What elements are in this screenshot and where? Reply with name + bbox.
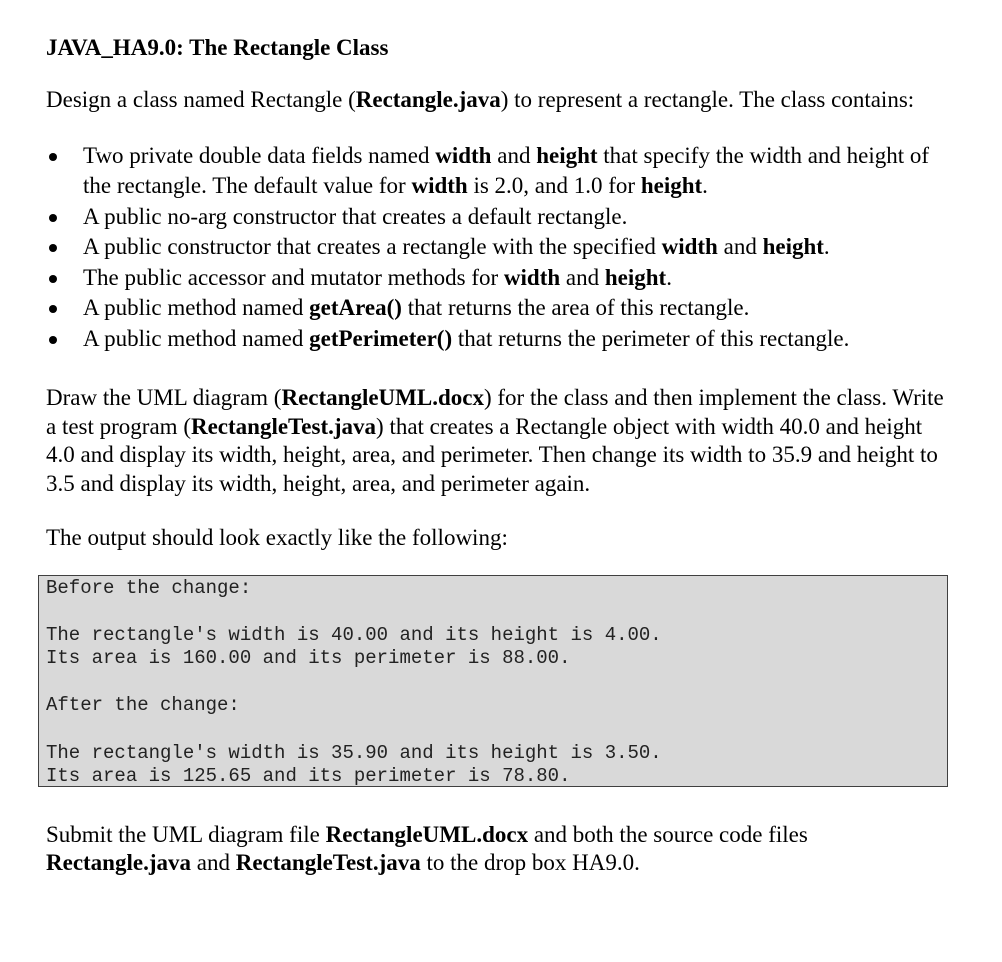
intro-filename: Rectangle.java bbox=[355, 87, 501, 112]
output-line bbox=[46, 718, 947, 742]
list-item-text: and bbox=[717, 234, 763, 259]
submission-filename: RectangleTest.java bbox=[235, 850, 421, 875]
output-line: The rectangle's width is 35.90 and its height is 3.50. bbox=[46, 741, 662, 764]
bullet-icon bbox=[49, 275, 57, 283]
list-item-text: A public method named bbox=[83, 295, 310, 320]
list-item-bold: width bbox=[411, 173, 468, 198]
list-item-text: that specify the width and height of the rectangle. The default value for bbox=[83, 142, 930, 198]
list-item bbox=[46, 141, 956, 202]
instructions-paragraph bbox=[46, 384, 956, 498]
intro-text: Design a class named Rectangle ( bbox=[46, 87, 356, 112]
bullet-icon bbox=[49, 214, 57, 222]
instructions-text: Draw the UML diagram ( bbox=[46, 385, 282, 410]
instructions-text: ) for the class and then implement the class. Write a test program ( bbox=[46, 385, 944, 439]
list-item-text: and bbox=[491, 142, 537, 168]
submission-filename: Rectangle.java bbox=[46, 850, 191, 875]
bullet-icon bbox=[49, 336, 57, 344]
instructions-text: ) that creates a Rectangle object with width 40.0 and height 4.0 and display its width, height, area, and perimeter. Then change its width to 35.9 and height to 3.5 and display its width, height, area, and perimeter again. bbox=[46, 413, 938, 496]
list-item bbox=[46, 293, 956, 324]
list-item-text: and bbox=[560, 264, 605, 290]
assignment-document bbox=[46, 30, 956, 878]
list-item-bold: width bbox=[661, 234, 718, 259]
output-line: Its area is 125.65 and its perimeter is 78.80. bbox=[46, 765, 571, 788]
bullet-icon bbox=[49, 305, 57, 313]
list-item-bold: getPerimeter() bbox=[309, 325, 453, 351]
list-item-bold: height bbox=[762, 234, 824, 259]
intro-text: ) to represent a rectangle. The class contains: bbox=[500, 87, 915, 112]
submission-text: Submit the UML diagram file bbox=[46, 821, 326, 847]
list-item-text: that returns the perimeter of this rectangle. bbox=[452, 325, 850, 351]
sample-output-box bbox=[38, 575, 948, 787]
intro-paragraph bbox=[46, 86, 956, 115]
list-item-text: A public no-arg constructor that creates a default rectangle. bbox=[83, 203, 628, 229]
list-item-bold: width bbox=[435, 142, 492, 168]
list-item bbox=[46, 232, 956, 263]
list-item-text: . bbox=[666, 264, 672, 290]
output-line: Before the change: bbox=[46, 576, 252, 599]
submission-text: and bbox=[191, 850, 236, 875]
assignment-title: JAVA_HA9.0: The Rectangle Class bbox=[46, 35, 389, 60]
list-item-bold: width bbox=[503, 264, 561, 290]
output-line: The rectangle's width is 40.00 and its height is 4.00. bbox=[46, 623, 662, 646]
list-item-bold: height bbox=[640, 173, 703, 198]
class-requirements-list bbox=[46, 141, 956, 355]
submission-text: to the drop box HA9.0. bbox=[420, 850, 640, 875]
list-item-text: is 2.0, and 1.0 for bbox=[467, 173, 641, 198]
output-line bbox=[46, 600, 947, 624]
submission-filename: RectangleUML.docx bbox=[325, 821, 529, 847]
output-line: After the change: bbox=[46, 694, 240, 717]
bullet-icon bbox=[49, 244, 57, 252]
list-item-text: . bbox=[823, 234, 830, 259]
instructions-filename: RectangleTest.java bbox=[190, 413, 377, 439]
list-item-bold: height bbox=[536, 142, 598, 168]
list-item-text: A public method named bbox=[83, 325, 310, 351]
output-line: Its area is 160.00 and its perimeter is 88.00. bbox=[46, 647, 571, 670]
list-item-bold: getArea() bbox=[309, 295, 402, 320]
output-intro: The output should look exactly like the following: bbox=[46, 525, 508, 550]
list-item-text: A public constructor that creates a rectangle with the specified bbox=[83, 234, 662, 259]
instructions-filename: RectangleUML.docx bbox=[281, 385, 484, 410]
bullet-icon bbox=[49, 153, 57, 161]
submission-text: and both the source code files bbox=[528, 821, 808, 847]
list-item bbox=[46, 324, 956, 355]
list-item-text: The public accessor and mutator methods for bbox=[83, 264, 504, 290]
list-item bbox=[46, 263, 956, 294]
list-item bbox=[46, 202, 956, 233]
list-item-text: that returns the area of this rectangle. bbox=[401, 295, 750, 320]
output-line bbox=[46, 671, 947, 695]
submission-paragraph bbox=[46, 821, 956, 878]
list-item-text: . bbox=[702, 173, 708, 198]
list-item-text: Two private double data fields named bbox=[83, 142, 436, 168]
list-item-bold: height bbox=[604, 264, 667, 290]
